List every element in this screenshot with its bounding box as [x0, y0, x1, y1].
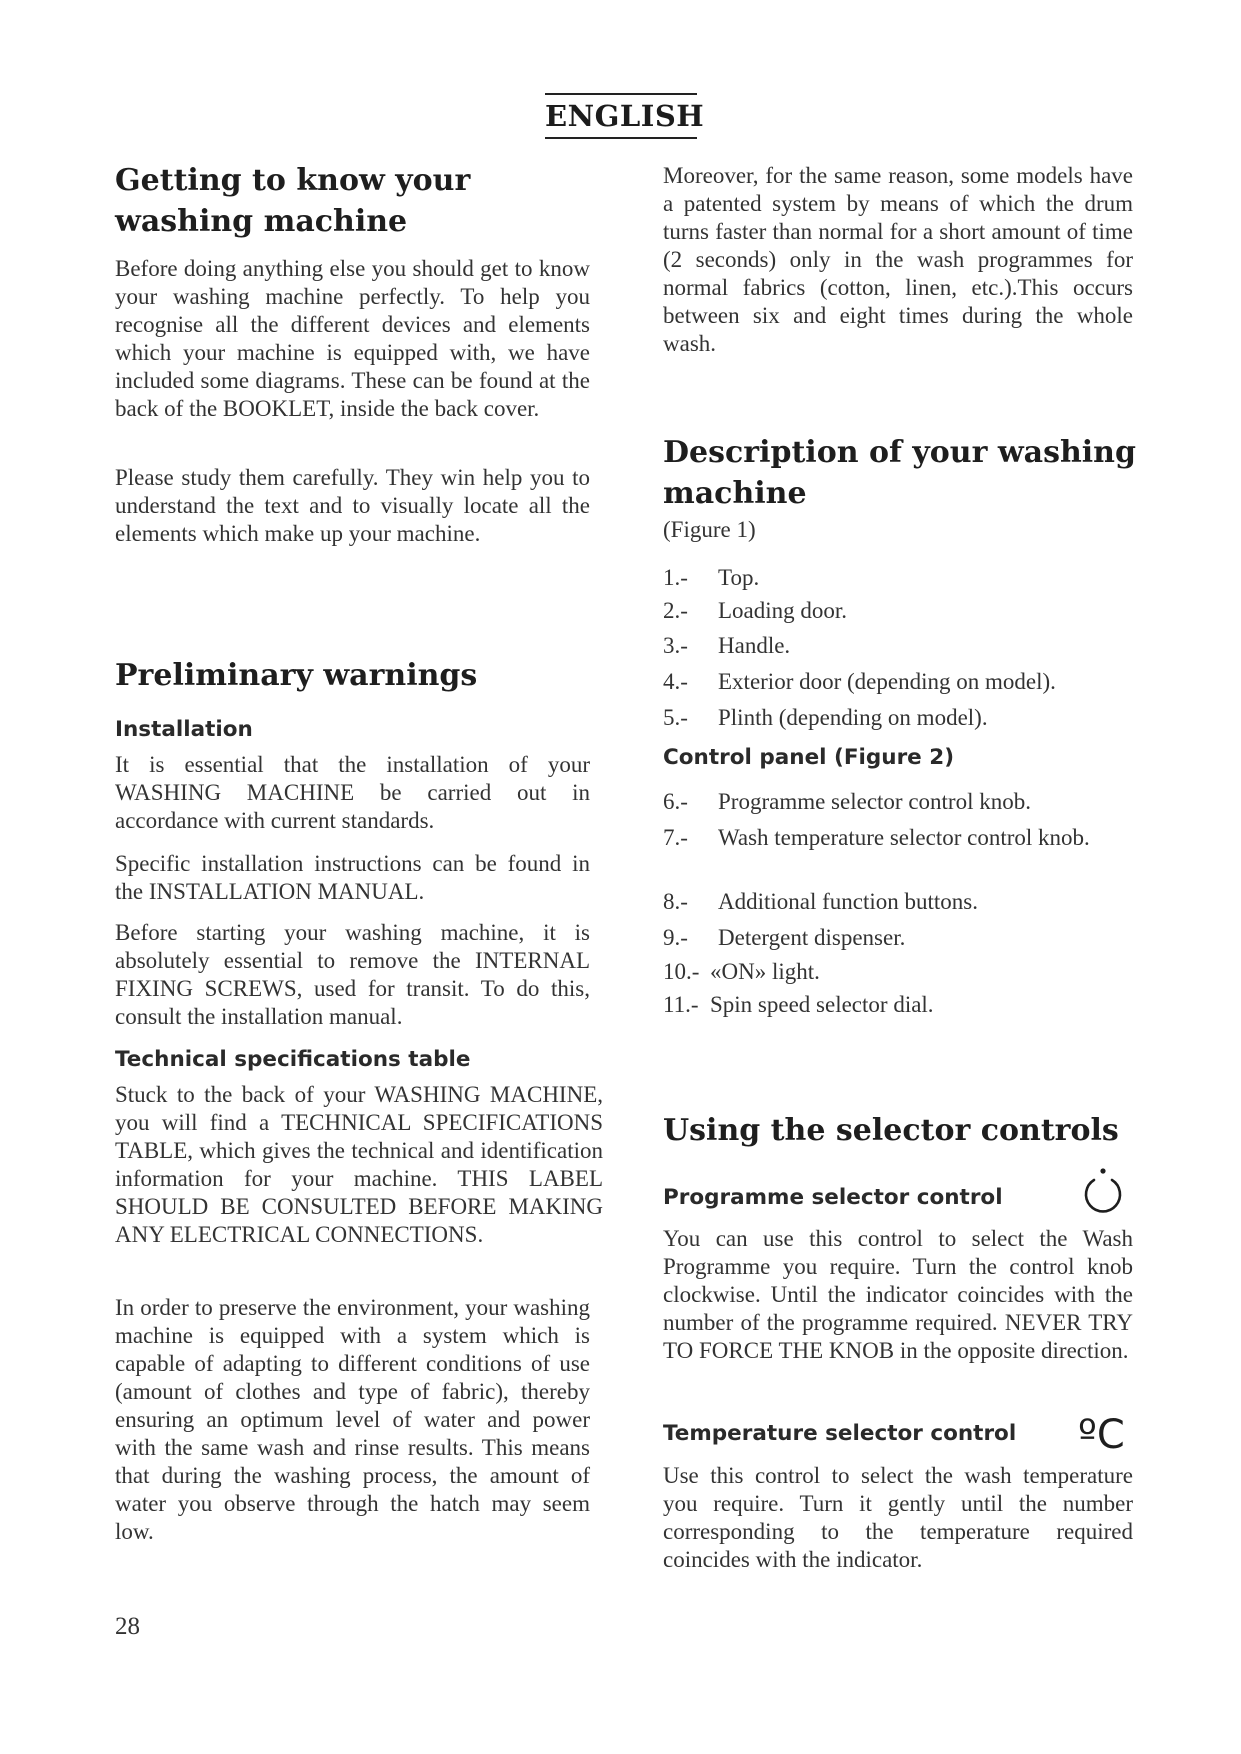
list-item-text: Wash temperature selector control knob.	[718, 825, 1090, 850]
intro-paragraph: Before doing anything else you should get to know your washing machine perfectly. To help you recognise all the different devices and elements which your machine is equipped with, we have included some diagrams. These can be found at the back of the BOOKLET, inside the back cover.	[115, 256, 590, 421]
section-title-preliminary-warnings: Preliminary warnings	[115, 658, 478, 693]
list-item-text: Additional function buttons.	[718, 889, 979, 914]
list-item-text: Top.	[718, 565, 760, 590]
list-item	[663, 632, 1141, 660]
section-title-line-1: Description of your washing	[663, 435, 1136, 470]
subheading-control-panel: Control panel (Figure 2)	[663, 745, 955, 770]
programme-paragraph: You can use this control to select the Wash Programme you require. Turn the control knob clockwise. Until the indicator coincides with the number of the programme required. NEVER TRY TO FORCE THE KNOB in the opposite direction.	[663, 1226, 1133, 1363]
installation-paragraph-3: Before starting your washing machine, it is absolutely essential to remove the INTERNAL FIXING SCREWS, used for transit. To do this, consult the installation manual.	[115, 920, 590, 1029]
list-item-number: 7.-	[663, 825, 688, 850]
language-header: ENGLISH	[545, 93, 697, 139]
section-title-line-2: washing machine	[115, 204, 408, 239]
list-item	[663, 564, 1141, 592]
section-title-line-2: machine	[663, 476, 807, 511]
list-item	[663, 991, 1141, 1019]
list-item-number: 11.-	[663, 992, 699, 1017]
list-item-text: Programme selector control knob.	[718, 789, 1031, 814]
list-item-number: 10.-	[663, 959, 700, 984]
list-item-text: Handle.	[718, 633, 791, 658]
section-title-line-1: Getting to know your	[115, 163, 471, 198]
study-paragraph: Please study them carefully. They win help you to understand the text and to visually locate all the elements which make up your machine.	[115, 465, 590, 546]
page-number: 28	[115, 1613, 140, 1640]
list-item-number: 9.-	[663, 925, 688, 950]
list-item-number: 2.-	[663, 598, 688, 623]
list-item-text: Detergent dispenser.	[718, 925, 906, 950]
list-item	[663, 924, 1141, 952]
subheading-temperature-selector: Temperature selector control	[663, 1421, 1017, 1446]
list-item-text: Loading door.	[718, 598, 848, 623]
list-item	[663, 888, 1141, 916]
moreover-paragraph: Moreover, for the same reason, some models have a patented system by means of which the drum turns faster than normal for a short amount of time (2 seconds) only in the wash programmes for normal fabrics (cotton, linen, etc.).This occurs between six and eight times during the whole wash.	[663, 163, 1133, 356]
technical-paragraph-1: Stuck to the back of your WASHING MACHINE, you will find a TECHNICAL SPECIFICATIONS TABLE, which gives the technical and identification information for your machine. THIS LABEL SHOULD BE CONSULTED BEFORE MAKING ANY ELECTRICAL CONNECTIONS.	[115, 1082, 603, 1247]
list-item	[663, 824, 1141, 852]
figure-reference: (Figure 1)	[663, 517, 756, 542]
list-item-text: Exterior door (depending on model).	[718, 669, 1056, 694]
section-title-description	[663, 432, 1136, 514]
subheading-technical-specifications: Technical specifications table	[115, 1047, 471, 1072]
list-item-number: 3.-	[663, 633, 688, 658]
list-item-number: 8.-	[663, 889, 688, 914]
list-item	[663, 788, 1141, 816]
subheading-programme-selector: Programme selector control	[663, 1185, 1003, 1210]
list-item	[663, 958, 1141, 986]
list-item-number: 5.-	[663, 705, 688, 730]
list-item	[663, 597, 1141, 625]
list-item-text: «ON» light.	[710, 959, 820, 984]
list-item-text: Spin speed selector dial.	[710, 992, 934, 1017]
list-item	[663, 668, 1141, 696]
degree-celsius-icon: ºC	[1078, 1412, 1125, 1458]
environment-paragraph: In order to preserve the environment, your washing machine is equipped with a system which is capable of adapting to different conditions of use (amount of clothes and type of fabric), thereby ensuring an optimum level of water and power with the same wash and rinse results. This means that during the washing process, the amount of water you observe through the hatch may seem low.	[115, 1295, 590, 1544]
installation-paragraph-2: Specific installation instructions can be found in the INSTALLATION MANUAL.	[115, 851, 590, 904]
subheading-installation: Installation	[115, 717, 253, 742]
section-title-getting-to-know	[115, 160, 470, 242]
temperature-paragraph: Use this control to select the wash temperature you require. Turn it gently until the number corresponding to the temperature required coincides with the indicator.	[663, 1463, 1133, 1572]
section-title-using-selector-controls: Using the selector controls	[663, 1113, 1119, 1148]
list-item	[663, 704, 1141, 732]
list-item-number: 4.-	[663, 669, 688, 694]
list-item-number: 1.-	[663, 565, 688, 590]
installation-paragraph-1: It is essential that the installation of your WASHING MACHINE be carried out in accordance with current standards.	[115, 752, 590, 833]
list-item-number: 6.-	[663, 789, 688, 814]
list-item-text: Plinth (depending on model).	[718, 705, 988, 730]
power-knob-icon	[1081, 1166, 1125, 1216]
